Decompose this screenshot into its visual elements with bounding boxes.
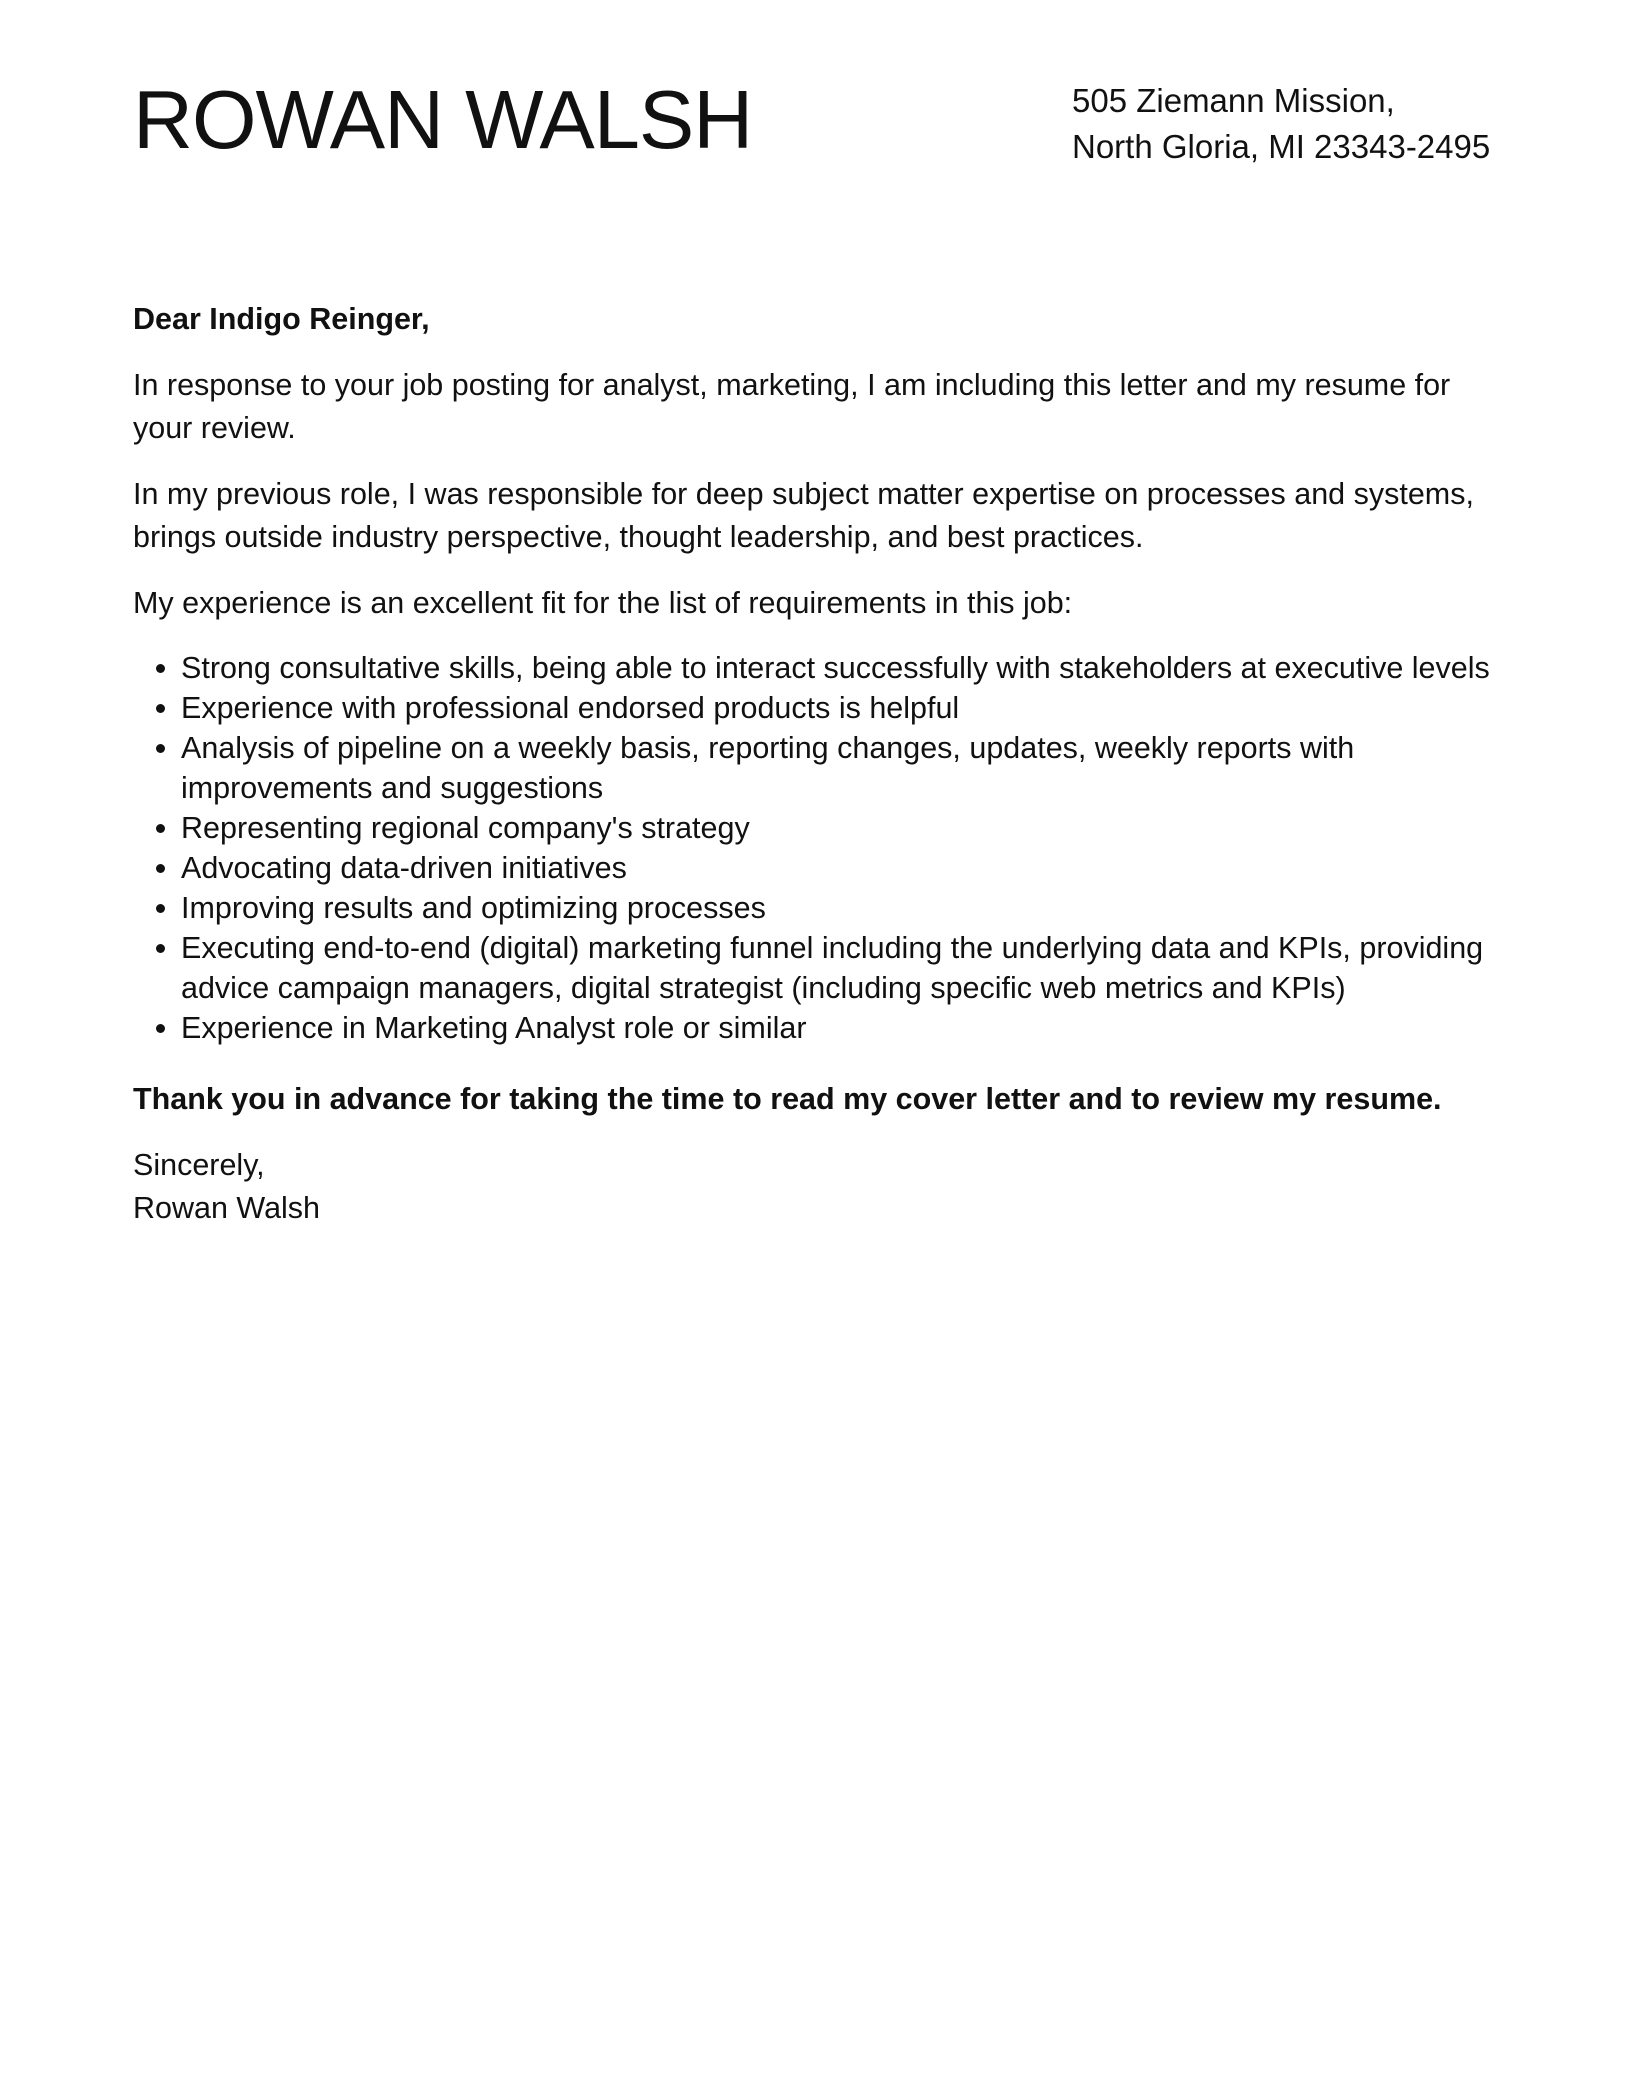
applicant-address (1072, 78, 1490, 170)
signoff-block (133, 1144, 1501, 1230)
list-item: • Strong consultative skills, being able to interact successfully with stakeholders at executive levels (181, 648, 1501, 688)
list-item: • Analysis of pipeline on a weekly basis, reporting changes, updates, weekly reports with improvements and suggestions (181, 728, 1501, 808)
list-item: • Representing regional company's strategy (181, 808, 1501, 848)
list-item: • Experience with professional endorsed products is helpful (181, 688, 1501, 728)
list-item: • Improving results and optimizing processes (181, 888, 1501, 928)
applicant-name: ROWAN WALSH (133, 73, 753, 166)
signoff-text: Sincerely, (133, 1148, 265, 1182)
requirements-list (133, 648, 1501, 1048)
closing-paragraph: Thank you in advance for taking the time to read my cover letter and to review my resume. (133, 1082, 1442, 1116)
address-line-2: North Gloria, MI 23343-2495 (1072, 128, 1491, 165)
list-item: • Experience in Marketing Analyst role or similar (181, 1008, 1501, 1048)
salutation: Dear Indigo Reinger, (133, 302, 430, 336)
address-line-1: 505 Ziemann Mission, (1072, 82, 1395, 119)
signature-name: Rowan Walsh (133, 1191, 321, 1225)
intro-paragraph: In response to your job posting for analyst, marketing, I am including this letter and my resume for your review. (133, 368, 1451, 445)
list-item: • Advocating data-driven initiatives (181, 848, 1501, 888)
letter-body (133, 298, 1501, 1253)
requirements-intro: My experience is an excellent fit for the list of requirements in this job: (133, 586, 1073, 620)
experience-paragraph: In my previous role, I was responsible for deep subject matter expertise on processes and systems, brings outside industry perspective, thought leadership, and best practices. (133, 477, 1474, 554)
list-item: • Executing end-to-end (digital) marketing funnel including the underlying data and KPIs, providing advice campaign managers, digital strategist (including specific web metrics and KPIs) (181, 928, 1501, 1008)
